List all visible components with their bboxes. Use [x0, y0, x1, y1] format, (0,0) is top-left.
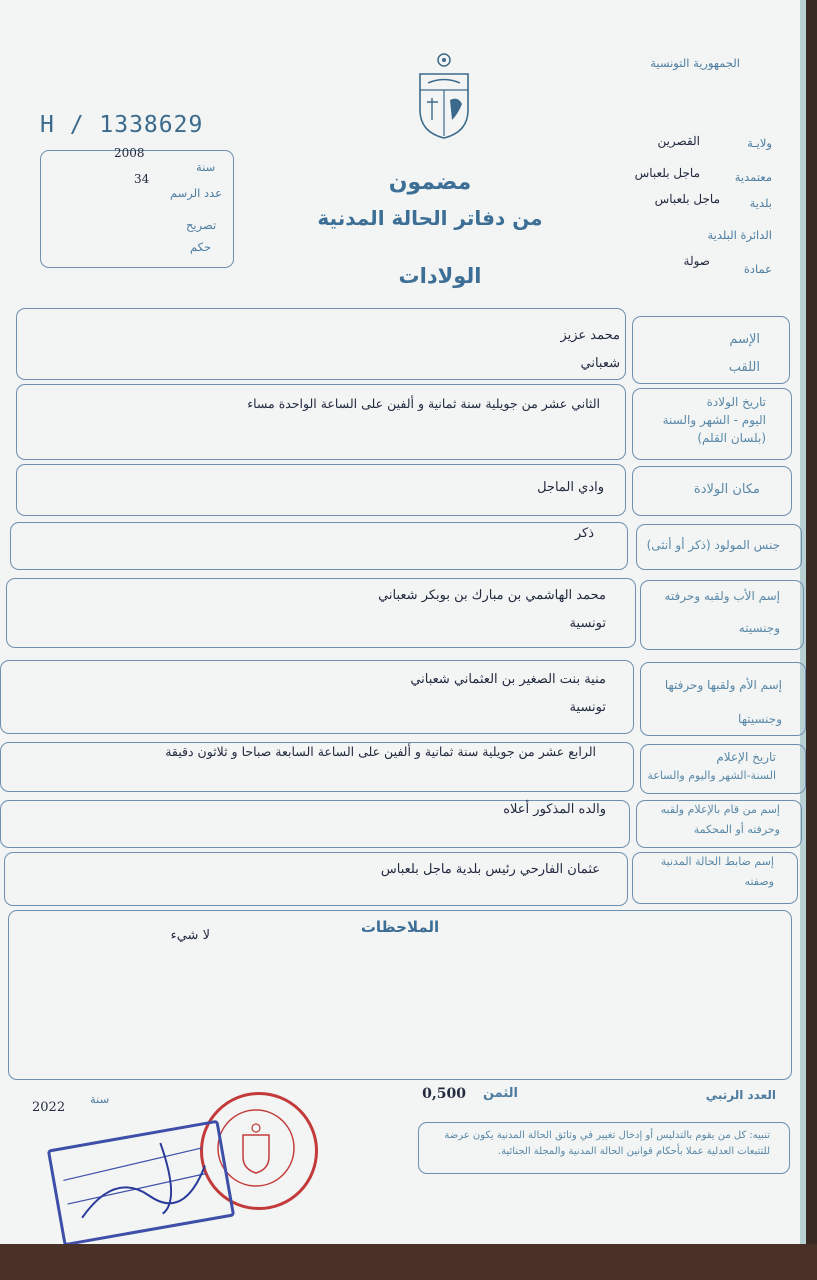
birth-date-sublabel: اليوم - الشهر والسنة	[662, 413, 766, 427]
declaration-label: تصريح	[186, 218, 217, 232]
name-label: الإسم	[729, 332, 760, 347]
title-civil-registry: من دفاتر الحالة المدنية	[317, 206, 543, 230]
birth-place-value: وادي الماجل	[537, 480, 604, 495]
record-number-value: 34	[134, 172, 150, 186]
serial-number: H / 1338629	[40, 112, 204, 138]
declarant-value: والده المذكور أعلاه	[503, 802, 606, 817]
gender-value-box	[10, 522, 628, 570]
mother-sublabel: وجنسيتها	[738, 712, 782, 726]
judgment-label: حكم	[190, 240, 212, 254]
delegation-value: ماجل بلعباس	[634, 166, 700, 180]
municipality-value: ماجل بلعباس	[654, 192, 720, 206]
delegation-label: معتمدية	[734, 170, 772, 184]
record-year-value: 2008	[114, 146, 145, 160]
background-edge	[0, 1244, 817, 1280]
surname-label: اللقب	[728, 360, 760, 375]
birth-date-written-label: (بلسان القلم)	[697, 431, 766, 445]
registrar-sublabel: وصفته	[744, 875, 774, 888]
name-value-box	[16, 308, 626, 380]
remarks-title: الملاحظات	[360, 918, 440, 936]
birth-date-value: الثاني عشر من جويلية سنة ثمانية و ألفين على الساعة الواحدة مساء	[247, 396, 600, 411]
declaration-date-value: الرابع عشر من جويلية سنة ثمانية و ألفين على الساعة السابعة صباحا و ثلاثون دقيقة	[165, 744, 596, 759]
wilaya-label: ولايـة	[747, 136, 772, 150]
title-births: الولادات	[398, 264, 482, 288]
record-number-label: عدد الرسم	[170, 186, 223, 200]
declarant-label: إسم من قام بالإعلام ولقبه	[660, 803, 780, 816]
mother-label: إسم الأم ولقبها وحرفتها	[664, 678, 782, 692]
birth-place-value-box	[16, 464, 626, 516]
gender-value: ذكر	[574, 526, 594, 541]
remarks-value: لا شيء	[170, 928, 210, 943]
mother-value: منية بنت الصغير بن العثماني شعباني	[410, 672, 606, 687]
footer-year-value: 2022	[32, 1100, 66, 1115]
father-label: إسم الأب ولقبه وحرفته	[664, 589, 780, 603]
surname-value: شعباني	[580, 356, 620, 371]
official-signature-stamp-icon	[47, 1120, 235, 1247]
registrar-value: عثمان الفارحي رئيس بلدية ماجل بلعباس	[380, 862, 600, 877]
price-label: الثمن	[482, 1086, 518, 1101]
declarant-sublabel: وحرفته أو المحكمة	[693, 823, 780, 836]
registrar-value-box	[4, 852, 628, 906]
price-value: 0,500	[422, 1086, 466, 1102]
republic-name: الجمهورية التونسية	[650, 56, 740, 70]
title-mathmoun: مضمون	[388, 170, 472, 195]
gender-label: جنس المولود (ذكر أو أنثى)	[646, 538, 780, 552]
father-value: محمد الهاشمي بن مبارك بن بوبكر شعباني	[378, 588, 606, 603]
name-label-box	[632, 316, 790, 384]
registrar-label: إسم ضابط الحالة المدنية	[660, 855, 774, 868]
omda-label: عمادة	[743, 262, 772, 276]
mother-nationality: تونسية	[569, 700, 606, 715]
serial-number-label: العدد الرتبي	[705, 1088, 776, 1102]
omda-value: صولة	[683, 254, 710, 268]
father-sublabel: وجنسيته	[738, 621, 780, 635]
declaration-date-sublabel: السنة-الشهر واليوم والساعة	[647, 769, 776, 782]
district-label: الدائرة البلدية	[707, 228, 772, 242]
name-value: محمد عزيز	[560, 328, 620, 343]
record-year-label: سنة	[196, 160, 216, 174]
coat-of-arms-icon	[414, 50, 474, 140]
birth-place-label: مكان الولادة	[693, 482, 760, 497]
wilaya-value: القصرين	[657, 134, 700, 148]
coat-of-arms	[414, 50, 474, 140]
father-nationality: تونسية	[569, 616, 606, 631]
footer-year-label: سنة	[90, 1092, 110, 1106]
declaration-date-label: تاريخ الإعلام	[716, 750, 776, 764]
birth-date-label: تاريخ الولادة	[706, 395, 766, 409]
notice-text: تنبيه: كل من يقوم بالتدليس أو إدخال تغيير في وثائق الحالة المدنية يكون عرضة للتتبعات العدلية عملا بأحكام قوانين الحالة المدنية والمجلة الجنائية.	[444, 1130, 770, 1157]
municipality-label: بلدية	[749, 196, 772, 210]
